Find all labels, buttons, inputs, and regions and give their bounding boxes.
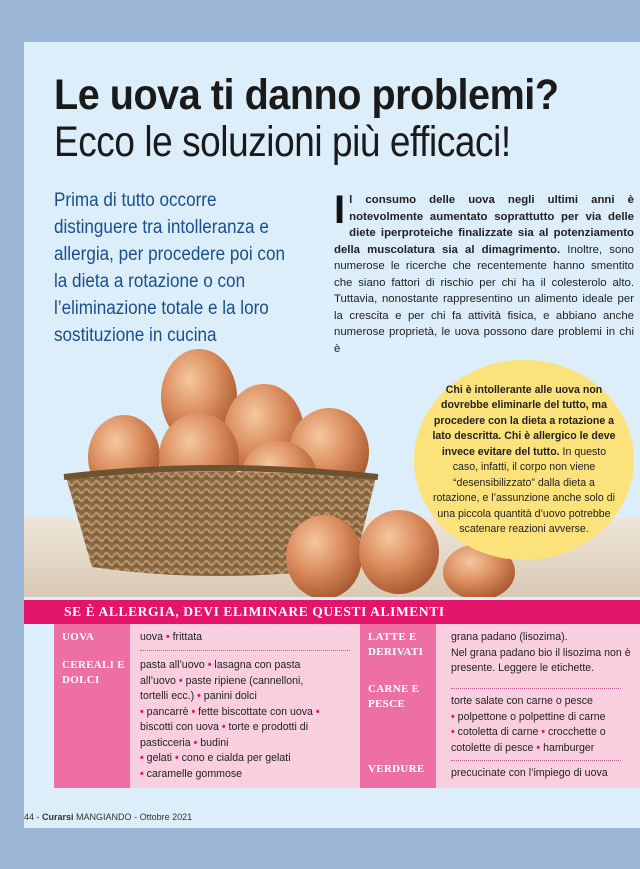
info-bubble	[414, 360, 634, 560]
item: panini dolci	[203, 690, 257, 702]
page-number: 44	[24, 812, 35, 822]
item: precucinate con l’impiego di uova	[451, 767, 608, 779]
issue-date: Ottobre 2021	[139, 812, 193, 822]
item: gelati	[146, 752, 172, 764]
headline-line-2: Ecco le soluzioni più efficaci!	[54, 118, 511, 166]
category-carne-pesce: CARNE E PESCE	[360, 676, 436, 756]
item: cotoletta di carne	[457, 726, 539, 738]
brand-name: Curarsi	[42, 812, 74, 822]
category-uova: UOVA	[54, 624, 130, 652]
section-name: MANGIANDO	[76, 812, 132, 822]
item: fette biscottate con uova	[198, 705, 313, 718]
item: biscotti con uova	[140, 721, 219, 733]
item: paste ripiene (cannelloni, tortelli ecc.)	[140, 674, 304, 702]
body-bold-lead: l consumo delle uova negli ultimi anni è notevolmente aumentato soprattutto per via delle diete iperproteiche finalizzate sia al potenziamento della muscolatura sia al dimagrimento.	[334, 194, 634, 256]
bubble-bold-text: Chi è intollerante alle uova non dovrebbe eliminarle del tutto, ma procedere con la dieta a rotazione a lato descritta. Chi è allergico le deve invece evitare del tutto.	[432, 383, 616, 458]
item: uova	[140, 631, 163, 643]
headline	[54, 72, 614, 166]
items-verdure	[451, 766, 631, 782]
item: budini	[200, 736, 229, 749]
divider	[451, 688, 621, 689]
items-latte-derivati	[451, 630, 631, 677]
item: torte salate con carne o pesce	[451, 695, 593, 707]
item: pasta all’uovo	[140, 659, 205, 671]
item: lasagna con pasta all’uovo	[140, 659, 301, 687]
page-footer: 44 - Curarsi MANGIANDO - Ottobre 2021	[24, 812, 193, 822]
allergy-banner: SE È ALLERGIA, DEVI ELIMINARE QUESTI ALIMENTI	[24, 600, 640, 624]
items-uova: uova • frittata	[140, 631, 203, 643]
item: pancarrè	[146, 705, 189, 718]
item: cono e cialda per gelati	[181, 752, 291, 764]
body-rest: Inoltre, sono numerose le ricerche che recentemente hanno smentito che siano fattori di rischio per chi ha il colesterolo alto. Tuttavia, nonostante rappresentino un alimento ideale per la crescita e per chi fa attività fisica, e abbiano anche numerose proprietà, le uova possono dare problemi in chi è	[334, 243, 634, 355]
allergen-table	[54, 624, 640, 788]
divider	[140, 650, 350, 651]
item: crocchette o cotolette di pesce	[451, 726, 606, 754]
category-verdure: VERDURE	[360, 756, 436, 788]
drop-cap: I	[334, 188, 346, 232]
intro-text: Prima di tutto occorre distinguere tra intolleranza e allergia, per procedere poi con la dieta a rotazione o con l’eliminazione totale e la loro sostituzione in cucina	[54, 190, 286, 346]
bubble-text: In questo caso, infatti, il corpo non viene “desensibilizzato” dalla dieta a rotazione, e l’assunzione anche solo di una piccola quantità d’uovo potrebbe scatenare reazioni avverse.	[433, 445, 615, 535]
item: frittata	[172, 631, 203, 643]
category-latte-derivati: LATTE E DERIVATI	[360, 624, 436, 676]
items-cereali-dolci: pasta all’uovo • lasagna con pasta all’uovo • paste ripiene (cannelloni, tortelli ecc.) • panini dolci • pancarrè • fette biscottate con uova • biscotti con uova • torte e prodotti di pasticceria • budini • gelati • cono e cialda per gelati • caramelle gommose	[140, 659, 320, 780]
category-cereali-dolci: CEREALI E DOLCI	[54, 652, 130, 788]
item: grana padano (lisozima).	[451, 631, 568, 643]
item: Nel grana padano bio il lisozima non è presente. Leggere le etichette.	[451, 646, 631, 674]
magazine-page	[24, 42, 640, 828]
headline-line-1: Le uova ti danno problemi?	[54, 71, 559, 119]
item: torte e prodotti di pasticceria	[140, 721, 309, 749]
items-carne-pesce: torte salate con carne o pesce • polpettone o polpettine di carne • cotoletta di carne • crocchette o cotolette di pesce • hamburger	[451, 695, 606, 754]
item: polpettone o polpettine di carne	[457, 710, 606, 723]
divider	[451, 760, 621, 761]
item: caramelle gommose	[146, 767, 243, 780]
item: hamburger	[543, 741, 595, 754]
